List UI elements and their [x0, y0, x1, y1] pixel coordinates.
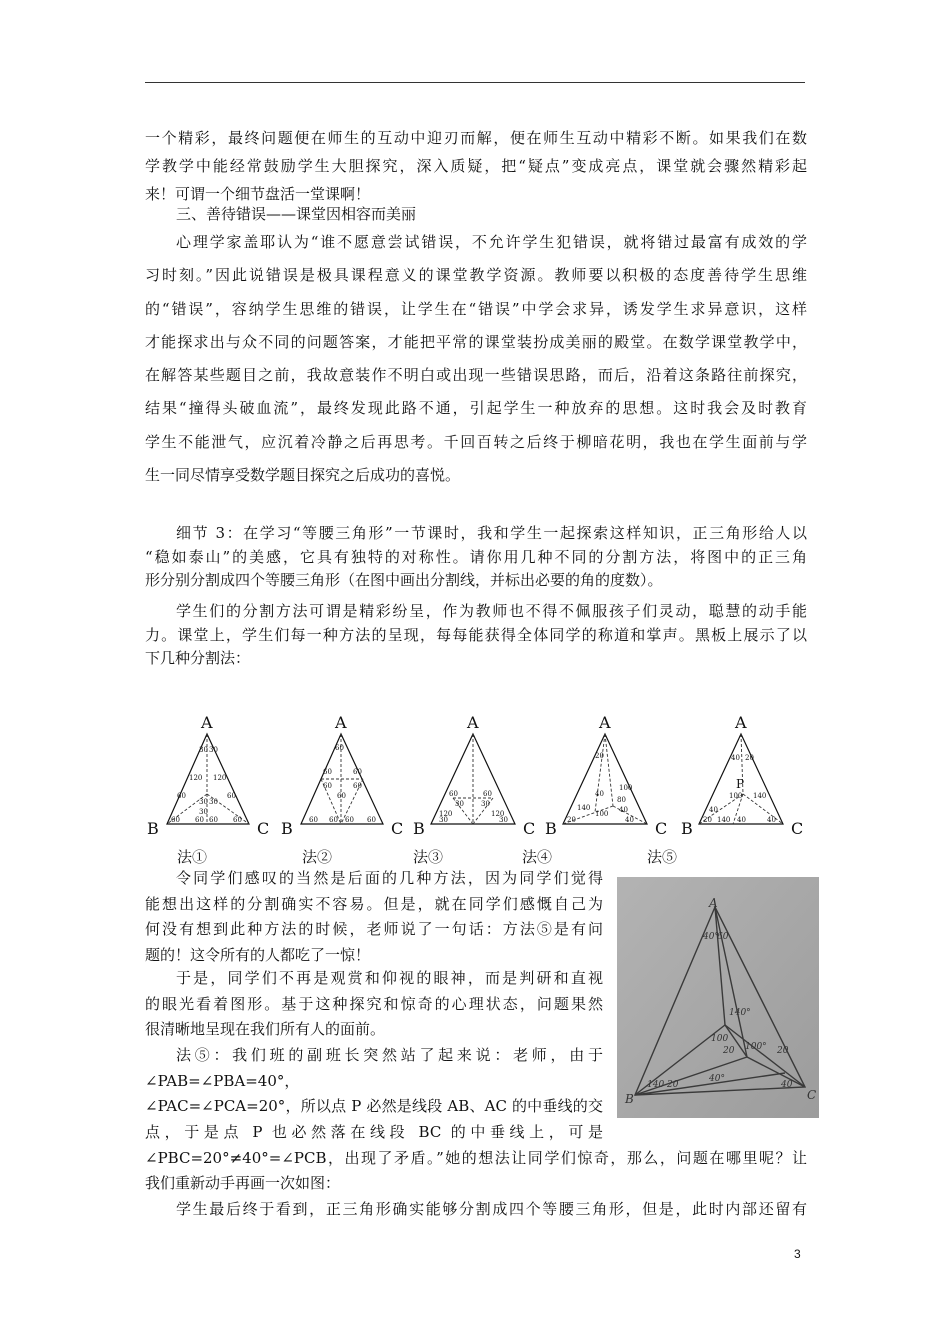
text-line: 的“错误”，容纳学生思维的错误，让学生在“错误”中学会求异，诱发学生求异意识，这样: [145, 299, 807, 318]
page-number: 3: [794, 1247, 801, 1261]
text-line: ∠PAC=∠PCA=20°，所以点 P 必然是线段 AB、AC 的中垂线的交: [145, 1097, 603, 1115]
vertex-a-4: A: [599, 713, 611, 732]
text-line: 点，于是点 P 也必然落在线段 BC 的中垂线上，可是: [145, 1123, 603, 1141]
angle-label: 30: [199, 798, 208, 806]
vertex-c-5: C: [791, 819, 804, 838]
caption-method-4: 法④: [522, 848, 553, 866]
angle-label: 30: [455, 800, 464, 808]
photo-label: 140: [647, 1080, 665, 1090]
caption-method-1: 法①: [177, 848, 208, 866]
photo-label: 40: [781, 1080, 793, 1090]
text-line: 题的！这令所有的人都吃了一惊！: [145, 945, 371, 964]
text-line: 何没有想到此种方法的时候，老师说了一句话：方法⑤是有问: [145, 920, 603, 938]
vertex-c-4: C: [655, 819, 668, 838]
text-line: 形分别分割成四个等腰三角形（在图中画出分割线，并标出必要的角的度数）。: [145, 571, 663, 589]
text-line: “稳如泰山”的美感，它具有独特的对称性。请你用几种不同的分割方法，将图中的正三角: [145, 547, 807, 566]
text-line: 能想出这样的分割确实不容易。但是，就在同学们感慨自己为: [145, 894, 603, 913]
text-line: 习时刻。”因此说错误是极具课程意义的课堂教学资源。教师要以积极的态度善待学生思维: [145, 266, 807, 285]
photo-label: 20: [777, 1046, 789, 1056]
text-line: 在解答某些题目之前，我故意装作不明白或出现一些错误思路，而后，沿着这条路往前探究，: [145, 366, 807, 385]
photo-label: 60: [717, 932, 729, 942]
angle-label: 100: [729, 792, 743, 800]
photo-label: 100: [711, 1034, 729, 1044]
angle-label: 60: [367, 816, 376, 824]
triangle-1: [167, 734, 249, 824]
paragraph-7: [145, 1043, 603, 1120]
vertex-a-2: A: [335, 713, 347, 732]
angle-label: 20: [745, 754, 754, 762]
angle-label: 60: [195, 816, 204, 824]
angle-label: 100: [619, 784, 633, 792]
text-line: 心理学家盖耶认为“谁不愿意尝试错误，不允许学生犯错误，就将错过最富有成效的学: [176, 233, 807, 251]
text-line: 结果“撞得头破血流”，最终发现此路不通，引起学生一种放弃的思想。这时我会及时教育: [145, 399, 807, 418]
angle-label: 40: [731, 754, 740, 762]
angle-label: 60: [449, 790, 458, 798]
text-line: 法⑤：我们班的副班长突然站了起来说：老师，由于: [176, 1046, 603, 1064]
triangle-division-figure: [143, 712, 815, 844]
vertex-c-3: C: [523, 819, 536, 838]
angle-label: 100: [595, 810, 609, 818]
angle-label: 60: [177, 792, 186, 800]
text-line: 学生不能泄气，应沉着冷静之后再思考。千回百转之后终于柳暗花明，我也在学生面前与学: [145, 432, 807, 451]
photo-label: B: [625, 1092, 634, 1106]
vertex-b-2: B: [281, 819, 293, 838]
header-rule: [145, 82, 805, 83]
angle-label: 30: [481, 800, 490, 808]
paragraph-5: [145, 866, 603, 968]
text-line: 生一同尽情享受数学题目探究之后成功的喜悦。: [145, 466, 461, 485]
angle-label: 60: [353, 782, 362, 790]
text-line: 的眼光看着图形。基于这种探究和惊奇的心理状态，问题果然: [145, 994, 603, 1013]
vertex-a-3: A: [467, 713, 479, 732]
text-line: 下几种分割法：: [145, 649, 251, 667]
angle-label: 80: [617, 796, 626, 804]
text-line: ∠PBC=20°≠40°=∠PCB，出现了矛盾。”她的想法让同学们惊奇，那么，问题在哪里呢？让: [145, 1148, 807, 1167]
photo-label: A: [709, 896, 718, 910]
paragraph-1: [145, 124, 807, 208]
angle-label: 120: [189, 774, 203, 782]
angle-label: 60: [345, 816, 354, 824]
vertex-p-5: P: [736, 777, 745, 791]
text-line: 学生最后终于看到，正三角形确实能够分割成四个等腰三角形，但是，此时内部还留有: [176, 1199, 807, 1218]
photo-label: 40°: [703, 932, 719, 942]
figure-captions: [0, 846, 950, 868]
paragraph-2: [145, 226, 807, 492]
angle-label: 40: [737, 816, 746, 824]
angle-label: 40: [625, 816, 634, 824]
angle-label: 60: [233, 816, 242, 824]
angle-label: 60: [323, 768, 332, 776]
angle-label: 30: [199, 746, 208, 754]
paragraph-4: [145, 600, 807, 671]
paragraph-8: [145, 1120, 807, 1222]
angle-label: 60: [353, 768, 362, 776]
vertex-c-1: C: [257, 819, 270, 838]
vertex-b-1: B: [147, 819, 159, 838]
angle-label: 60: [323, 782, 332, 790]
paragraph-6: [145, 966, 603, 1043]
photo-label: 20: [723, 1046, 735, 1056]
angle-label: 20: [567, 816, 576, 824]
angle-label: 60: [329, 816, 338, 824]
angle-label: 120: [213, 774, 227, 782]
angle-label: 40: [619, 806, 628, 814]
photo-label: 140°: [729, 1008, 751, 1018]
paragraph-3: [145, 522, 807, 593]
angle-label: 60: [335, 744, 344, 752]
angle-label: 20: [595, 752, 604, 760]
angle-label: 140: [753, 792, 767, 800]
text-line: 学生们的分割方法可谓是精彩纷呈，作为教师也不得不佩服孩子们灵动，聪慧的动手能: [176, 602, 807, 620]
photo-label: 40°: [709, 1074, 725, 1084]
vertex-b-4: B: [545, 819, 557, 838]
section-heading: 三、善待错误——课堂因相容而美丽: [176, 205, 417, 223]
angle-label: 60: [309, 816, 318, 824]
photo-label: C: [807, 1088, 817, 1102]
caption-method-2: 法②: [302, 848, 333, 866]
vertex-b-3: B: [413, 819, 425, 838]
text-line: 学教学中能经常鼓励学生大胆探究，深入质疑，把“疑点”变成亮点，课堂就会骤然精彩起: [145, 157, 807, 175]
text-line: 才能探求出与众不同的问题答案，才能把平常的课堂装扮成美丽的殿堂。在数学课堂教学中，: [145, 332, 807, 351]
angle-label: 60: [337, 792, 346, 800]
angle-label: 120: [491, 810, 505, 818]
angle-label: 30: [439, 816, 448, 824]
photo-drawing: [617, 877, 819, 1118]
hand-drawn-triangle-photo: [617, 877, 819, 1118]
text-line: 力。课堂上，学生们每一种方法的呈现，每每能获得全体同学的称道和掌声。黑板上展示了以: [145, 625, 807, 644]
photo-label: 100°: [745, 1042, 767, 1052]
angle-label: 30: [499, 816, 508, 824]
vertex-b-5: B: [681, 819, 693, 838]
angle-label: 60: [171, 816, 180, 824]
angle-label: 30: [199, 808, 208, 816]
angle-label: 60: [209, 816, 218, 824]
text-line: 细节 3：在学习“等腰三角形”一节课时，我和学生一起探索这样知识，正三角形给人以: [176, 524, 807, 542]
angle-label: 30: [209, 798, 218, 806]
vertex-c-2: C: [391, 819, 404, 838]
text-line: 来！可谓一个细节盘活一堂课啊！: [145, 185, 371, 203]
angle-label: 40: [709, 806, 718, 814]
text-line: 很清晰地呈现在我们所有人的面前。: [145, 1020, 386, 1038]
angle-label: 40: [767, 816, 776, 824]
angle-label: 120: [439, 810, 453, 818]
text-line: ∠PAB=∠PBA=40°，: [145, 1071, 300, 1090]
text-line: 我们重新动手再画一次如图：: [145, 1174, 341, 1192]
angle-label: 20: [703, 816, 712, 824]
photo-label: 20: [667, 1080, 679, 1090]
caption-method-3: 法③: [413, 848, 444, 866]
angle-label: 60: [483, 790, 492, 798]
vertex-a-5: A: [735, 713, 747, 732]
angle-label: 30: [209, 746, 218, 754]
text-line: 一个精彩，最终问题便在师生的互动中迎刃而解，便在师生互动中精彩不断。如果我们在数: [145, 129, 807, 147]
angle-label: 60: [227, 792, 236, 800]
caption-method-5: 法⑤: [647, 848, 678, 866]
text-line: 令同学们感叹的当然是后面的几种方法，因为同学们觉得: [176, 869, 603, 887]
angle-label: 140: [577, 804, 591, 812]
angle-label: 40: [595, 790, 604, 798]
vertex-a-1: A: [201, 713, 213, 732]
text-line: 于是，同学们不再是观赏和仰视的眼神，而是判研和直视: [176, 969, 603, 987]
angle-label: 140: [717, 816, 731, 824]
